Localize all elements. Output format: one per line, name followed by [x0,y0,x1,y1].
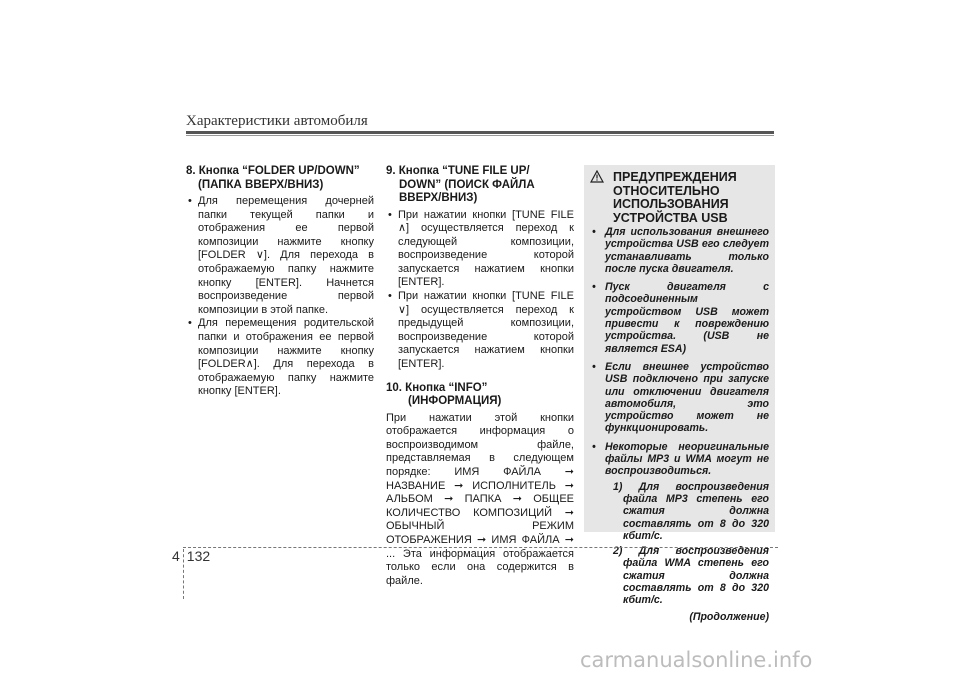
section-8-list [186,195,374,399]
list-item: • Пуск двигателя с подсоединенным устройством USB может привести к повреждению устройства. (USB не является ESA) [592,281,769,355]
warning-triangle-icon [590,170,604,183]
page-number [172,548,217,564]
sub-item: 2) Для воспроизведения файла WMA степень его сжатия должна составлять от 8 до 320 кбит/с. [613,545,769,607]
watermark: carmanualsonline.info [580,648,813,672]
list-item: • Для перемещения дочерней папки текущей папки и отображения ее первой композиции нажмите кнопку [FOLDER ∨]. Для перехода в отображаемую папку нажмите кнопку [ENTER]. Начнется воспроизведение первой композиции в этой папке. [186,195,374,317]
section-10-text: При нажатии этой кнопки отображается информация о воспроизводимом файле, представляемая в следующем порядке: ИМЯ ФАЙЛА ➞ НАЗВАНИЕ ➞ ИСПОЛНИТЕЛЬ ➞ АЛЬБОМ ➞ ПАПКА ➞ ОБЩЕЕ КОЛИЧЕСТВО КОМПОЗИЦИЙ ➞ ОБЫЧНЫЙ РЕЖИМ ОТОБРАЖЕНИЯ ➞ ИМЯ ФАЙЛА ➞ ... Эта информация отображается только если она содержится в файле. [386,411,574,587]
header-rule [186,131,774,134]
column-left [186,165,374,399]
section-8-heading: 8. Кнопка “FOLDER UP/DOWN” (ПАПКА ВВЕРХ/ВНИЗ) [186,165,360,191]
warning-list [592,226,769,607]
list-item: • Некоторые неоригинальные файлы MP3 и WMA могут не воспроизводиться. 1) Для воспроизведения файла MP3 степень его сжатия должна составлять от 8 до 320 кбит/с. 2) Для воспроизведения файла WMA степень его сжатия должна составлять от 8 до 320 кбит/с. [592,441,769,607]
page-header-title: Характеристики автомобиля [186,113,368,129]
list-item: • Для перемещения родительской папки и отображения ее первой композиции нажмите кнопку [FOLDER∧]. Для перехода в отображаемую папку нажмите кнопку [ENTER]. [186,317,374,399]
header-thin-rule [186,135,774,136]
sub-item: 1) Для воспроизведения файла MP3 степень его сжатия должна составлять от 8 до 320 кбит/с. [613,480,769,542]
section-9-heading: 9. Кнопка “TUNE FILE UP/ DOWN” (ПОИСК ФАЙЛА ВВЕРХ/ВНИЗ) [386,165,535,204]
list-item: • При нажатии кнопки [TUNE FILE ∧] осуществляется переход к следующей композиции, воспроизведение которой запускается нажатием кнопки [ENTER]. [386,209,574,291]
continued-label: (Продолжение) [689,610,769,623]
list-item: • При нажатии кнопки [TUNE FILE ∨] осуществляется переход к предыдущей композиции, воспроизведение которой запускается нажатием кнопки [ENTER]. [386,290,574,372]
warning-title: ПРЕДУПРЕЖДЕНИЯ ОТНОСИТЕЛЬНО ИСПОЛЬЗОВАНИЯ УСТРОЙСТВА USB [613,170,737,226]
footer-rule [183,547,778,548]
section-9-list [386,209,574,372]
warning-body [592,226,769,623]
list-item: • Для использования внешнего устройства USB его следует устанавливать только после пуска двигателя. [592,226,769,275]
chapter-number: 4 [172,548,180,564]
column-middle [386,165,574,588]
list-item: • Если внешнее устройство USB подключено при запуске или отключении двигателя автомобиля, это устройство может не функционировать. [592,361,769,435]
page-number-value: 132 [186,548,211,564]
section-10-heading: 10. Кнопка “INFO” (ИНФОРМАЦИЯ) [386,381,502,408]
